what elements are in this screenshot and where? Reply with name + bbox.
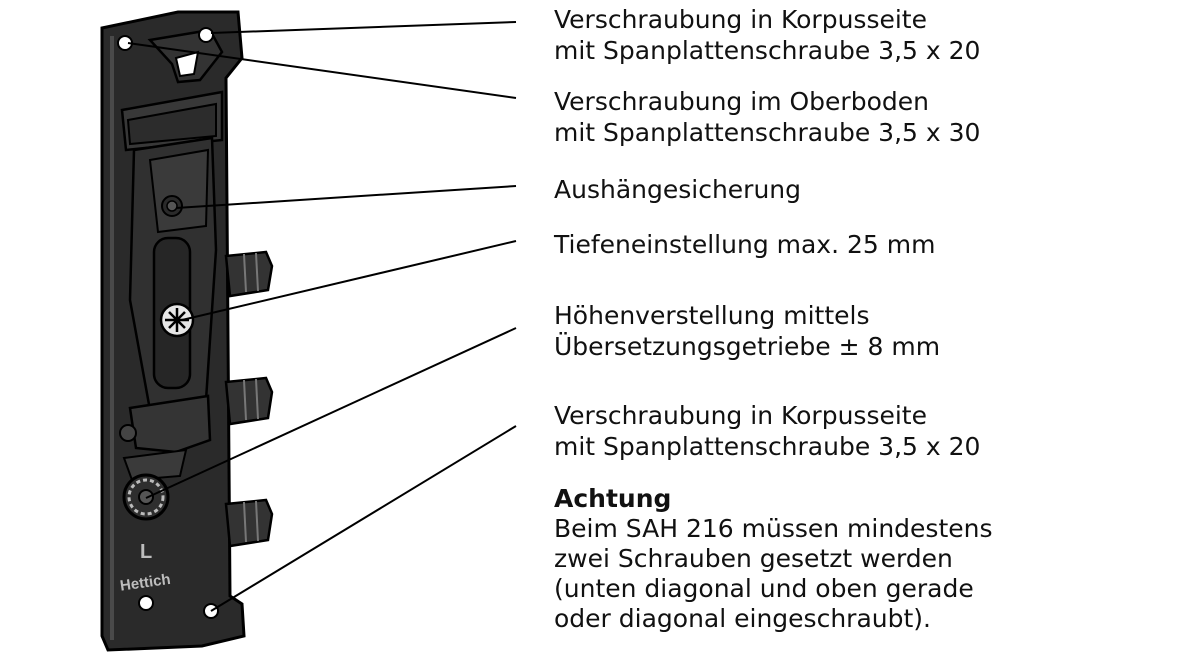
label-line: mit Spanplattenschraube 3,5 x 20 [554, 432, 981, 461]
note-line: oder diagonal eingeschraubt). [554, 604, 931, 633]
label-line: mit Spanplattenschraube 3,5 x 30 [554, 118, 981, 147]
label-height-adjustment [554, 300, 940, 362]
label-line: Übersetzungsgetriebe ± 8 mm [554, 332, 941, 361]
label-top-panel-screw [554, 86, 980, 148]
label-line: Aushängesicherung [554, 175, 802, 204]
safety-latch [150, 150, 208, 232]
warning-note [554, 484, 993, 634]
label-line: Höhenverstellung mittels [554, 301, 870, 330]
dowel-bottom [226, 500, 272, 546]
label-line: Tiefeneinstellung max. 25 mm [554, 230, 936, 259]
dowel-middle [226, 378, 272, 424]
label-side-screw-top [554, 4, 980, 66]
label-line: Verschraubung in Korpusseite [554, 401, 927, 430]
note-line: zwei Schrauben gesetzt werden [554, 544, 953, 573]
leader-line-1 [211, 22, 516, 33]
note-line: (unten diagonal und oben gerade [554, 574, 974, 603]
label-side-screw-bottom [554, 400, 980, 462]
screw-hole-top-right [199, 28, 213, 42]
label-depth-adjustment [554, 229, 935, 260]
label-safety-latch [554, 174, 801, 205]
label-line: Verschraubung im Oberboden [554, 87, 929, 116]
side-marking: L [140, 541, 153, 563]
brand-marking: Hettich [118, 570, 172, 595]
note-title: Achtung [554, 484, 672, 513]
dowel-top [226, 252, 272, 296]
note-line: Beim SAH 216 müssen mindestens [554, 514, 993, 543]
latch-pivot-inner [167, 201, 177, 211]
lever-pin [120, 425, 136, 441]
label-line: mit Spanplattenschraube 3,5 x 20 [554, 36, 981, 65]
screw-hole-bottom-left [139, 596, 153, 610]
label-line: Verschraubung in Korpusseite [554, 5, 927, 34]
